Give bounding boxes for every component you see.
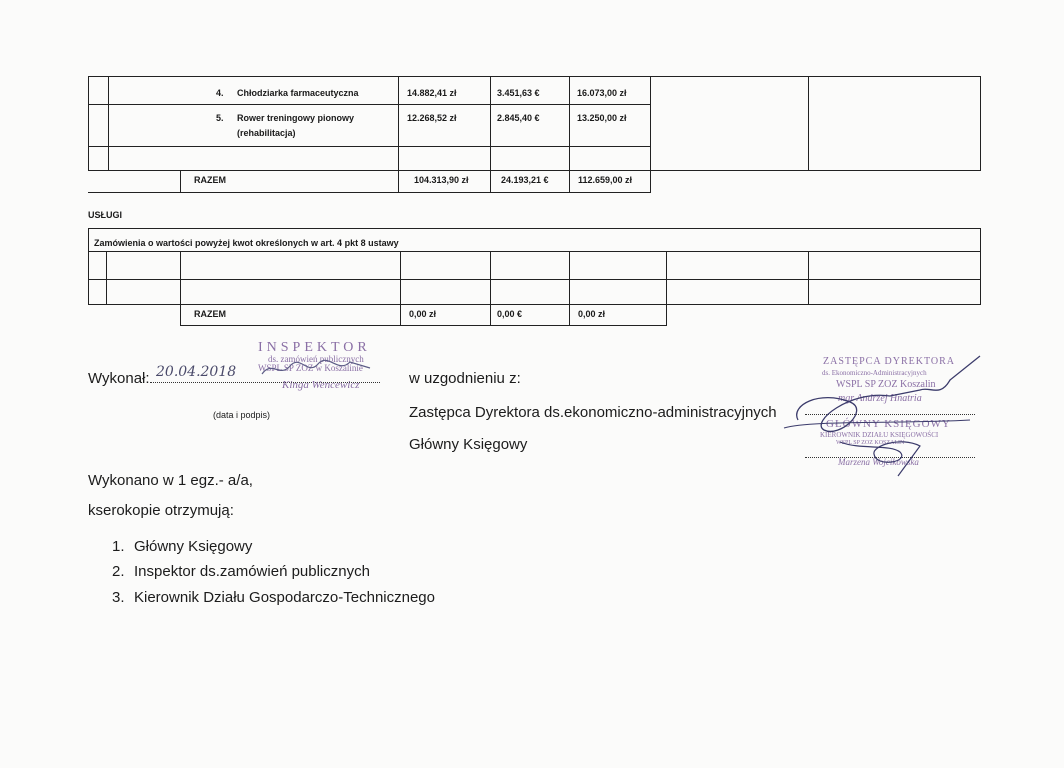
row-number: 4. <box>216 88 224 98</box>
razem-label: RAZEM <box>194 309 226 319</box>
kserokopie-text: kserokopie otrzymują: <box>88 502 234 519</box>
uslugi-header: Zamówienia o wartości powyżej kwot określonych w art. 4 pkt 8 ustawy <box>94 238 399 248</box>
stamp-line: ZASTĘPCA DYREKTORA <box>823 356 955 367</box>
amount-eur: 2.845,40 € <box>497 113 540 123</box>
zastepca-dyrektora: Zastępca Dyrektora ds.ekonomiczno-administracyjnych <box>409 404 777 421</box>
list-number: 1. <box>112 538 125 555</box>
stamp-line: Marzena Wojcikowska <box>838 457 919 467</box>
stamp-line: INSPEKTOR <box>258 340 371 355</box>
stamp-line: WSPL SP ZOZ w Koszalinie <box>258 363 363 373</box>
razem-label: RAZEM <box>194 175 226 185</box>
amount-pln: 12.268,52 zł <box>407 113 457 123</box>
item-name-continued: (rehabilitacja) <box>237 128 296 138</box>
row-number: 5. <box>216 113 224 123</box>
stamp-line: WSPL SP ZOZ Koszalin <box>836 379 936 390</box>
wykonal-label: Wykonał: <box>88 370 150 387</box>
amount-eur: 3.451,63 € <box>497 88 540 98</box>
list-text: Kierownik Działu Gospodarczo-Technicznego <box>134 589 435 606</box>
stamp-line: ds. Ekonomiczno-Administracyjnych <box>822 369 927 377</box>
razem-pln: 0,00 zł <box>409 309 437 319</box>
list-text: Inspektor ds.zamówień publicznych <box>134 563 370 580</box>
amount-pln: 14.882,41 zł <box>407 88 457 98</box>
stamp-line: mgr Andrzej Hnatria <box>838 393 922 404</box>
wykonal-date: 20.04.2018 <box>156 364 237 380</box>
stamp-line: Kinga Wencewicz <box>282 379 360 391</box>
razem-eur: 0,00 € <box>497 309 523 319</box>
stamp-line: GŁÓWNY KSIĘGOWY <box>826 418 951 430</box>
data-i-podpis: (data i podpis) <box>213 410 271 420</box>
wykonano-text: Wykonano w 1 egz.- a/a, <box>88 472 253 489</box>
razem-total: 112.659,00 zł <box>578 175 633 185</box>
stamp-line: ds. zamówień publicznych <box>268 354 364 364</box>
uslugi-heading: USŁUGI <box>88 210 123 220</box>
signature-scribble <box>258 356 376 380</box>
stamp-line: WSPL SP ZOZ KOSZALIN <box>836 440 905 446</box>
w-uzgodnieniu: w uzgodnieniu z: <box>409 370 521 387</box>
razem-eur: 24.193,21 € <box>501 175 549 185</box>
item-name: Chłodziarka farmaceutyczna <box>237 88 359 98</box>
signature-scribble <box>780 350 990 480</box>
razem-pln: 104.313,90 zł <box>414 175 469 185</box>
glowny-ksiegowy: Główny Księgowy <box>409 436 528 453</box>
list-number: 2. <box>112 563 125 580</box>
razem-total: 0,00 zł <box>578 309 606 319</box>
list-text: Główny Księgowy <box>134 538 253 555</box>
item-name: Rower treningowy pionowy <box>237 113 355 123</box>
amount-total: 13.250,00 zł <box>577 113 627 123</box>
list-number: 3. <box>112 589 125 606</box>
amount-total: 16.073,00 zł <box>577 88 627 98</box>
stamp-line: KIEROWNIK DZIAŁU KSIĘGOWOŚCI <box>820 431 939 439</box>
